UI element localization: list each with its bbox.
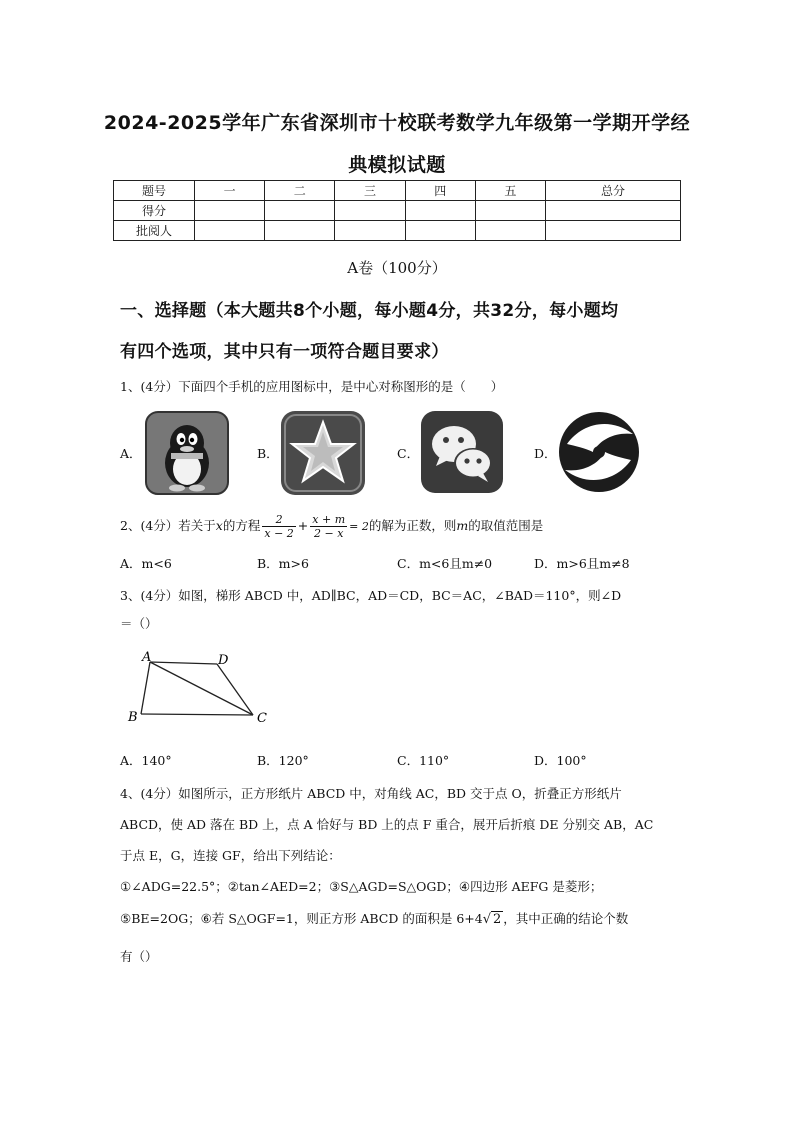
- q4-stem-line2: ABCD，使 AD 落在 BD 上，点 A 恰好与 BD 上的点 F 重合，展开后折痕 DE 分别交 AB，AC: [120, 817, 654, 832]
- table-cell: [546, 221, 681, 241]
- q4-conclusions-line2: [120, 909, 628, 927]
- q2-var-x: x: [215, 518, 223, 533]
- table-cell: [195, 221, 265, 241]
- table-cell: [335, 221, 405, 241]
- q2-suffix1: 的解为正数，则: [368, 518, 457, 533]
- star-icon: [280, 410, 366, 496]
- table-cell: [405, 221, 475, 241]
- q2-prefix: 2、(4分）若关于: [120, 518, 216, 533]
- trapezoid-figure: [122, 646, 282, 730]
- section1-heading-line2: 有四个选项，其中只有一项符合题目要求）: [120, 342, 449, 362]
- q2-fraction-2-denominator: 2 − x: [314, 527, 344, 540]
- penguin-icon: [145, 411, 229, 495]
- exam-title-line1: 2024-2025学年广东省深圳市十校联考数学九年级第一学期开学经: [103, 112, 691, 134]
- q2-fraction-1-denominator: x − 2: [264, 527, 294, 540]
- q4-conclusions-line1: ①∠ADG=22.5°；②tan∠AED=2；③S△AGD=S△OGD；④四边形 AEFG 是菱形；: [120, 879, 603, 894]
- q2-option-d: D．m>6且m≠8: [534, 556, 630, 571]
- table-cell: [265, 221, 335, 241]
- vertex-label-d: D: [218, 653, 229, 668]
- vertex-label-c: C: [257, 711, 267, 726]
- q2-option-b: B．m>6: [257, 556, 309, 571]
- table-cell: [335, 201, 405, 221]
- radical-sign-icon: √: [482, 912, 491, 927]
- table-cell: 总分: [546, 181, 681, 201]
- q4-stem-end: 有（）: [120, 949, 158, 964]
- table-cell: [475, 201, 545, 221]
- section1-heading-line1: 一、选择题（本大题共8个小题，每小题4分，共32分，每小题均: [120, 301, 619, 321]
- table-cell: 二: [265, 181, 335, 201]
- segment-ab: [141, 662, 150, 714]
- q2-stem: [120, 513, 543, 540]
- q2-mid: 的方程: [222, 518, 261, 533]
- segment-dc: [217, 664, 253, 715]
- q2-fraction-2-numerator: x + m: [312, 513, 346, 526]
- vertex-label-b: B: [128, 710, 138, 725]
- q3-option-b: B．120°: [257, 753, 309, 768]
- table-cell: [265, 201, 335, 221]
- q3-stem-line1: 3、(4分）如图，梯形 ABCD 中，AD∥BC，AD＝CD，BC＝AC，∠BAD＝110°，则∠D: [120, 588, 622, 603]
- q3-option-d: D．100°: [534, 753, 587, 768]
- q2-plus: +: [297, 518, 309, 533]
- q1-option-d-label: D．: [534, 446, 557, 461]
- table-cell: 五: [475, 181, 545, 201]
- table-cell: [475, 221, 545, 241]
- q4-stem-line3: 于点 E，G，连接 GF，给出下列结论：: [120, 848, 341, 863]
- segment-ac: [150, 662, 253, 715]
- q3-option-a: A．140°: [120, 753, 172, 768]
- score-table-row: [114, 201, 681, 221]
- q2-option-c: C．m<6且m≠0: [397, 556, 493, 571]
- q2-option-a: A．m<6: [120, 556, 172, 571]
- exam-title-line2: 典模拟试题: [348, 154, 446, 176]
- sqrt-expression: [483, 912, 504, 927]
- q3-stem-line2: ＝（）: [120, 616, 158, 631]
- vertex-label-a: A: [142, 650, 152, 665]
- q2-fraction-1: [262, 513, 295, 540]
- sqrt-radicand: 2: [493, 912, 502, 927]
- wechat-icon: [420, 410, 504, 494]
- swirl-logo-icon: [557, 408, 641, 496]
- q4-stem-line1: 4、(4分）如图所示，正方形纸片 ABCD 中，对角线 AC，BD 交于点 O，折叠正方形纸片: [120, 786, 622, 801]
- q2-fraction-1-numerator: 2: [262, 513, 295, 527]
- table-cell: [405, 201, 475, 221]
- q2-fraction-2: [310, 513, 347, 540]
- q2-var-m: m: [456, 518, 469, 533]
- paper-label: A卷（100分）: [347, 259, 447, 277]
- score-table: [113, 180, 681, 241]
- score-table-row: [114, 221, 681, 241]
- table-cell: 四: [405, 181, 475, 201]
- q1-option-b-label: B．: [257, 446, 279, 461]
- table-cell: 题号: [114, 181, 195, 201]
- score-table-header-row: [114, 181, 681, 201]
- q2-suffix2: 的取值范围是: [468, 518, 544, 533]
- q4-conclusions-line2-a: ⑤BE=2OG；⑥若 S△OGF=1，则正方形 ABCD 的面积是 6+4: [120, 911, 483, 926]
- segment-bc: [141, 714, 253, 715]
- q1-option-c-label: C．: [397, 446, 420, 461]
- table-cell: [195, 201, 265, 221]
- q1-stem: 1、(4分）下面四个手机的应用图标中，是中心对称图形的是（ ）: [120, 379, 504, 394]
- q4-conclusions-line2-b: ，其中正确的结论个数: [503, 911, 629, 926]
- segment-ad: [150, 662, 217, 664]
- table-cell: 一: [195, 181, 265, 201]
- table-cell: [546, 201, 681, 221]
- table-cell: 三: [335, 181, 405, 201]
- table-cell: 得分: [114, 201, 195, 221]
- q1-option-a-label: A．: [120, 446, 142, 461]
- table-cell: 批阅人: [114, 221, 195, 241]
- q2-rhs: = 2: [349, 520, 369, 533]
- q3-option-c: C．110°: [397, 753, 450, 768]
